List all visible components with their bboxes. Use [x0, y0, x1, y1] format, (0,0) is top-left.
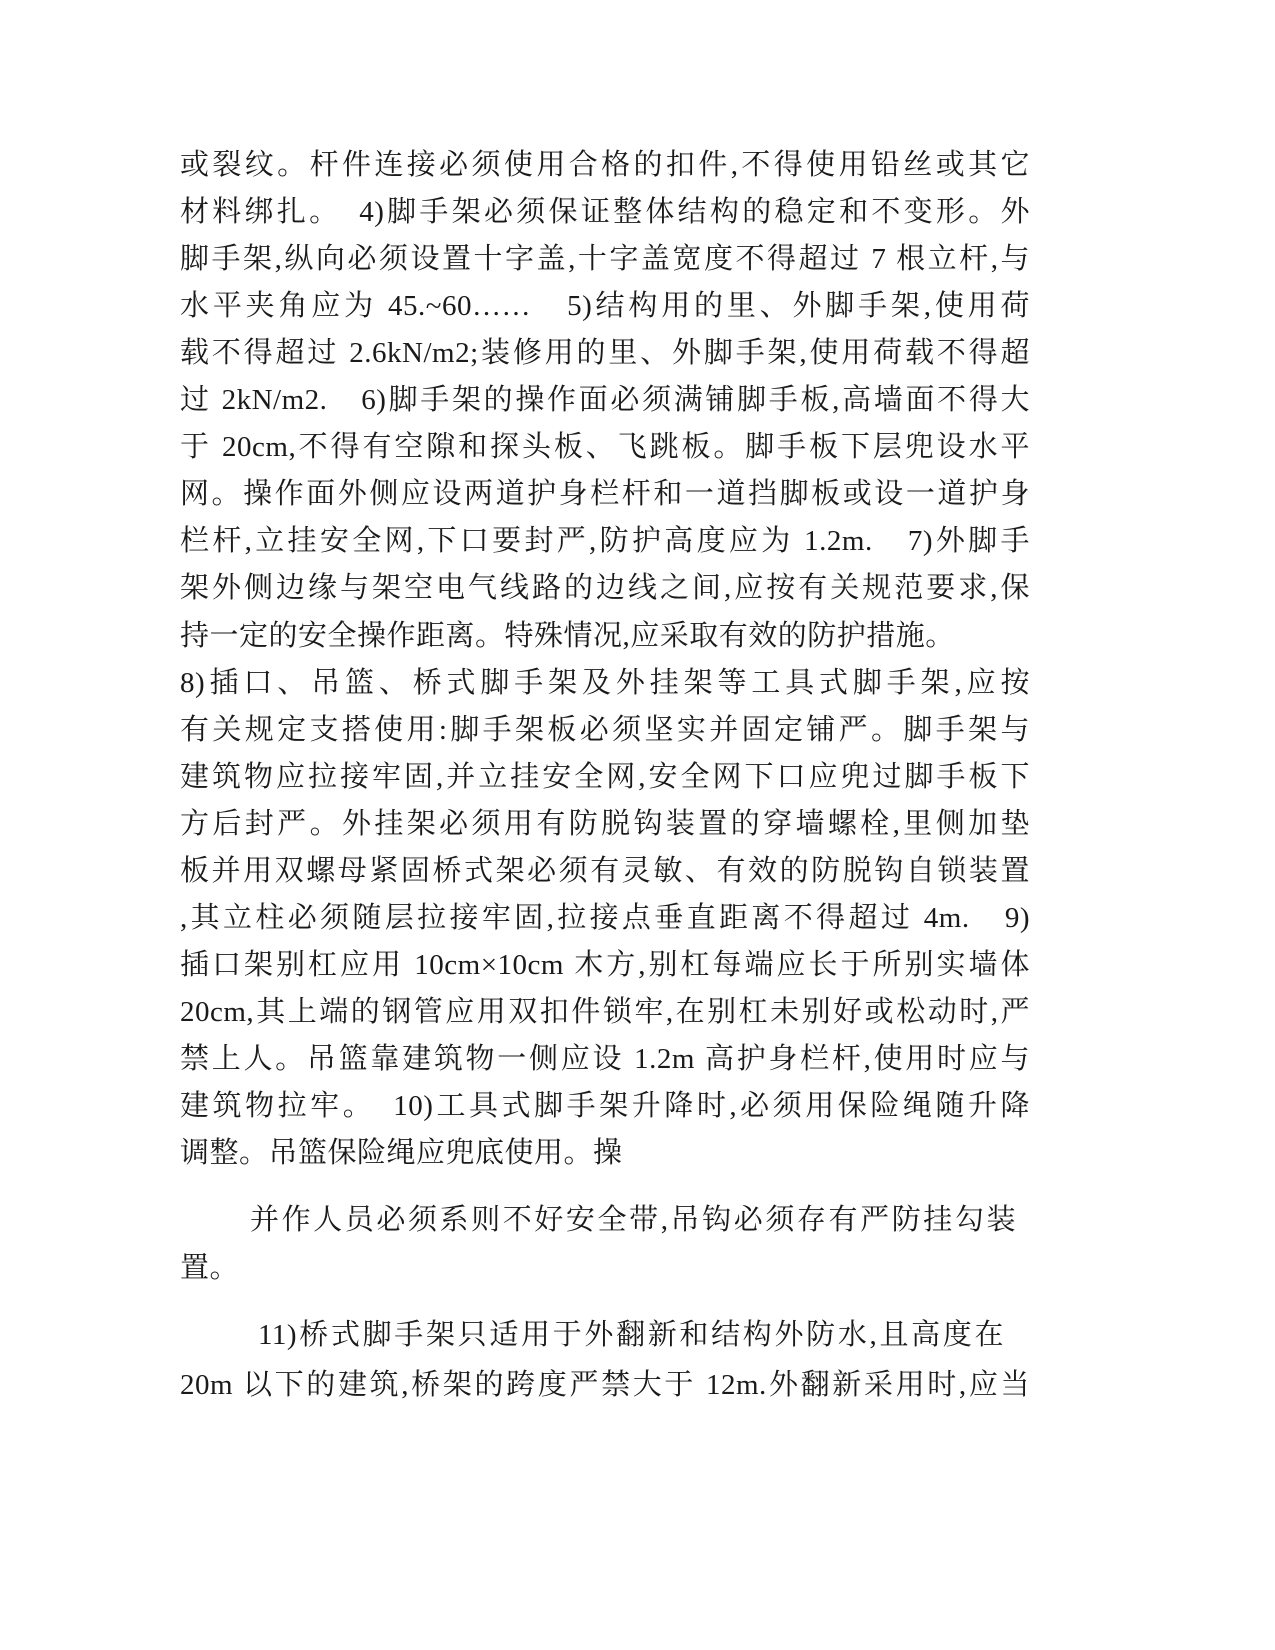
text-line: 脚手架,纵向必须设置十字盖,十字盖宽度不得超过 7 根立杆,与: [180, 243, 1030, 276]
text-line: 20cm,其上端的钢管应用双扣件锁牢,在别杠未别好或松动时,严: [180, 995, 1030, 1028]
text-line: 持一定的安全操作距离。特殊情况,应采取有效的防护措施。: [180, 619, 955, 652]
text-line: 栏杆,立挂安全网,下口要封严,防护高度应为 1.2m. 7)外脚手: [180, 525, 1030, 558]
text-line: ,其立柱必须随层拉接牢固,拉接点垂直距离不得超过 4m. 9): [180, 901, 1030, 934]
text-line: 或裂纹。杆件连接必须使用合格的扣件,不得使用铅丝或其它: [180, 149, 1030, 181]
text-line: 方后封严。外挂架必须用有防脱钩装置的穿墙螺栓,里侧加垫: [180, 807, 1030, 840]
text-line: 调整。吊篮保险绳应兜底使用。操: [180, 1137, 623, 1170]
text-line: 禁上人。吊篮靠建筑物一侧应设 1.2m 高护身栏杆,使用时应与: [180, 1042, 1030, 1075]
text-line: 插口架别杠应用 10cm×10cm 木方,别杠每端应长于所别实墙体: [180, 948, 1030, 981]
text-line: 建筑物应拉接牢固,并立挂安全网,安全网下口应兜过脚手板下: [180, 760, 1030, 793]
text-line: 材料绑扎。 4)脚手架必须保证整体结构的稳定和不变形。外: [180, 196, 1030, 229]
text-line: 11)桥式脚手架只适用于外翻新和结构外防水,且高度在: [258, 1319, 1004, 1351]
text-line: 20m 以下的建筑,桥架的跨度严禁大于 12m.外翻新采用时,应当: [180, 1369, 1030, 1401]
text-line: 网。操作面外侧应设两道护身栏杆和一道挡脚板或设一道护身: [180, 478, 1030, 511]
text-line: 并作人员必须系则不好安全带,吊钩必须存有严防挂勾装: [250, 1204, 1016, 1236]
text-line: 板并用双螺母紧固桥式架必须有灵敏、有效的防脱钩自锁装置: [180, 854, 1030, 887]
text-line: 8)插口、吊篮、桥式脚手架及外挂架等工具式脚手架,应按: [180, 666, 1030, 699]
text-line: 载不得超过 2.6kN/m2;装修用的里、外脚手架,使用荷载不得超: [180, 337, 1030, 370]
text-line: 架外侧边缘与架空电气线路的边线之间,应按有关规范要求,保: [180, 572, 1030, 605]
text-line: 过 2kN/m2. 6)脚手架的操作面必须满铺脚手板,高墙面不得大: [180, 384, 1030, 417]
text-line: 置。: [180, 1252, 240, 1284]
text-line: 水平夹角应为 45.~60…… 5)结构用的里、外脚手架,使用荷: [180, 290, 1030, 323]
text-line: 建筑物拉牢。 10)工具式脚手架升降时,必须用保险绳随升降: [180, 1090, 1030, 1122]
text-line: 有关规定支搭使用:脚手架板必须坚实并固定铺严。脚手架与: [180, 713, 1030, 746]
text-line: 于 20cm,不得有空隙和探头板、飞跳板。脚手板下层兜设水平: [180, 431, 1030, 464]
